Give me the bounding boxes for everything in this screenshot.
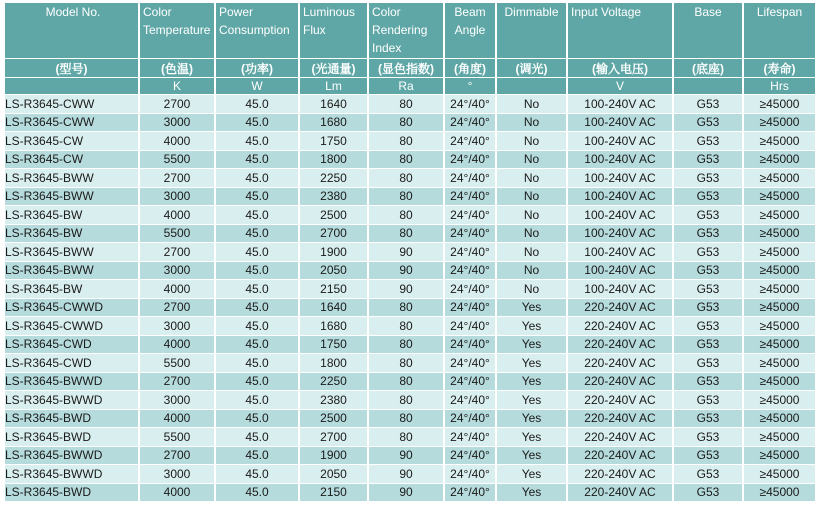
header-color-temperature: Color Temperature <box>140 3 214 58</box>
cell-model: LS-R3645-CWD <box>5 354 138 372</box>
header-power-consumption-unit: W <box>216 78 298 94</box>
cell-base: G53 <box>674 225 742 243</box>
cell-base: G53 <box>674 317 742 335</box>
cell-color-temperature: 5500 <box>140 354 214 372</box>
cell-model: LS-R3645-BWWD <box>5 391 138 409</box>
cell-model: LS-R3645-CWWD <box>5 317 138 335</box>
cell-model: LS-R3645-CW <box>5 151 138 169</box>
table-row <box>5 354 815 372</box>
cell-luminous-flux: 1900 <box>300 243 367 261</box>
cell-dimmable: Yes <box>497 410 566 428</box>
cell-cri: 80 <box>369 391 443 409</box>
cell-luminous-flux: 2150 <box>300 484 367 502</box>
cell-lifespan: ≥45000 <box>744 299 815 317</box>
cell-lifespan: ≥45000 <box>744 354 815 372</box>
cell-luminous-flux: 1800 <box>300 354 367 372</box>
cell-beam-angle: 24°/40° <box>445 151 495 169</box>
cell-dimmable: Yes <box>497 373 566 391</box>
cell-beam-angle: 24°/40° <box>445 114 495 132</box>
cell-beam-angle: 24°/40° <box>445 299 495 317</box>
cell-color-temperature: 2700 <box>140 243 214 261</box>
cell-beam-angle: 24°/40° <box>445 428 495 446</box>
cell-input-voltage: 220-240V AC <box>568 410 672 428</box>
cell-model: LS-R3645-BWWD <box>5 465 138 483</box>
cell-lifespan: ≥45000 <box>744 206 815 224</box>
cell-beam-angle: 24°/40° <box>445 243 495 261</box>
cell-base: G53 <box>674 465 742 483</box>
cell-cri: 80 <box>369 225 443 243</box>
cell-input-voltage: 220-240V AC <box>568 354 672 372</box>
header-luminous-flux: Luminous Flux <box>300 3 367 58</box>
cell-beam-angle: 24°/40° <box>445 391 495 409</box>
cell-beam-angle: 24°/40° <box>445 188 495 206</box>
cell-cri: 90 <box>369 243 443 261</box>
cell-input-voltage: 220-240V AC <box>568 484 672 502</box>
header-beam-angle: Beam Angle <box>445 3 495 58</box>
cell-dimmable: Yes <box>497 391 566 409</box>
cell-cri: 80 <box>369 95 443 113</box>
cell-cri: 80 <box>369 299 443 317</box>
cell-luminous-flux: 1680 <box>300 114 367 132</box>
header-lifespan-cn: (寿命) <box>744 59 815 77</box>
cell-lifespan: ≥45000 <box>744 373 815 391</box>
cell-luminous-flux: 2150 <box>300 280 367 298</box>
cell-lifespan: ≥45000 <box>744 243 815 261</box>
table-row <box>5 465 815 483</box>
cell-cri: 80 <box>369 114 443 132</box>
cell-lifespan: ≥45000 <box>744 225 815 243</box>
cell-input-voltage: 220-240V AC <box>568 465 672 483</box>
cell-lifespan: ≥45000 <box>744 188 815 206</box>
table-row <box>5 317 815 335</box>
cell-lifespan: ≥45000 <box>744 447 815 465</box>
cell-input-voltage: 100-240V AC <box>568 243 672 261</box>
table-row <box>5 299 815 317</box>
cell-beam-angle: 24°/40° <box>445 280 495 298</box>
cell-luminous-flux: 1750 <box>300 132 367 150</box>
cell-dimmable: Yes <box>497 447 566 465</box>
header-dimmable-unit <box>497 78 566 94</box>
header-power-consumption-cn: (功率) <box>216 59 298 77</box>
cell-cri: 80 <box>369 410 443 428</box>
cell-lifespan: ≥45000 <box>744 465 815 483</box>
cell-beam-angle: 24°/40° <box>445 354 495 372</box>
cell-model: LS-R3645-BWW <box>5 188 138 206</box>
cell-luminous-flux: 1640 <box>300 299 367 317</box>
header-model-cn: (型号) <box>5 59 138 77</box>
cell-color-temperature: 2700 <box>140 95 214 113</box>
cell-luminous-flux: 1750 <box>300 336 367 354</box>
cell-dimmable: Yes <box>497 465 566 483</box>
cell-beam-angle: 24°/40° <box>445 225 495 243</box>
cell-cri: 90 <box>369 447 443 465</box>
cell-cri: 90 <box>369 465 443 483</box>
cell-model: LS-R3645-BWD <box>5 484 138 502</box>
cell-color-temperature: 4000 <box>140 410 214 428</box>
cell-color-temperature: 2700 <box>140 373 214 391</box>
cell-power: 45.0 <box>216 225 298 243</box>
cell-color-temperature: 4000 <box>140 132 214 150</box>
cell-dimmable: No <box>497 132 566 150</box>
cell-luminous-flux: 2250 <box>300 169 367 187</box>
cell-dimmable: No <box>497 262 566 280</box>
cell-power: 45.0 <box>216 280 298 298</box>
header-color-temperature-cn: (色温) <box>140 59 214 77</box>
cell-cri: 80 <box>369 373 443 391</box>
cell-power: 45.0 <box>216 447 298 465</box>
header-color-rendering-index: Color Rendering Index <box>369 3 443 58</box>
cell-luminous-flux: 2250 <box>300 373 367 391</box>
cell-base: G53 <box>674 428 742 446</box>
cell-beam-angle: 24°/40° <box>445 262 495 280</box>
cell-input-voltage: 220-240V AC <box>568 317 672 335</box>
cell-beam-angle: 24°/40° <box>445 447 495 465</box>
header-color-rendering-index-cn: (显色指数) <box>369 59 443 77</box>
cell-input-voltage: 100-240V AC <box>568 132 672 150</box>
cell-cri: 80 <box>369 336 443 354</box>
cell-input-voltage: 100-240V AC <box>568 95 672 113</box>
cell-cri: 90 <box>369 484 443 502</box>
table-row <box>5 391 815 409</box>
cell-power: 45.0 <box>216 169 298 187</box>
header-beam-angle-cn: (角度) <box>445 59 495 77</box>
cell-lifespan: ≥45000 <box>744 280 815 298</box>
cell-base: G53 <box>674 336 742 354</box>
header-input-voltage-cn: (输入电压) <box>568 59 672 77</box>
cell-power: 45.0 <box>216 484 298 502</box>
header-lifespan-unit: Hrs <box>744 78 815 94</box>
cell-dimmable: No <box>497 151 566 169</box>
cell-beam-angle: 24°/40° <box>445 132 495 150</box>
cell-input-voltage: 220-240V AC <box>568 428 672 446</box>
header-base: Base <box>674 3 742 58</box>
cell-model: LS-R3645-BWD <box>5 410 138 428</box>
cell-model: LS-R3645-BWW <box>5 243 138 261</box>
cell-model: LS-R3645-BWW <box>5 169 138 187</box>
cell-cri: 80 <box>369 169 443 187</box>
cell-cri: 80 <box>369 317 443 335</box>
cell-cri: 80 <box>369 132 443 150</box>
table-row <box>5 447 815 465</box>
cell-power: 45.0 <box>216 391 298 409</box>
cell-model: LS-R3645-BW <box>5 280 138 298</box>
header-beam-angle-unit: ° <box>445 78 495 94</box>
cell-base: G53 <box>674 280 742 298</box>
header-power-consumption: Power Consumption <box>216 3 298 58</box>
cell-color-temperature: 2700 <box>140 299 214 317</box>
cell-model: LS-R3645-BW <box>5 225 138 243</box>
cell-luminous-flux: 1680 <box>300 317 367 335</box>
cell-dimmable: Yes <box>497 484 566 502</box>
cell-base: G53 <box>674 169 742 187</box>
cell-color-temperature: 4000 <box>140 484 214 502</box>
cell-dimmable: No <box>497 114 566 132</box>
cell-dimmable: No <box>497 206 566 224</box>
cell-input-voltage: 100-240V AC <box>568 169 672 187</box>
cell-dimmable: No <box>497 169 566 187</box>
cell-luminous-flux: 2380 <box>300 188 367 206</box>
cell-dimmable: Yes <box>497 299 566 317</box>
cell-model: LS-R3645-CWWD <box>5 299 138 317</box>
cell-power: 45.0 <box>216 151 298 169</box>
cell-base: G53 <box>674 95 742 113</box>
cell-input-voltage: 220-240V AC <box>568 447 672 465</box>
cell-dimmable: Yes <box>497 317 566 335</box>
cell-power: 45.0 <box>216 373 298 391</box>
cell-beam-angle: 24°/40° <box>445 373 495 391</box>
header-row-names <box>5 3 815 58</box>
cell-luminous-flux: 2500 <box>300 410 367 428</box>
cell-base: G53 <box>674 262 742 280</box>
cell-lifespan: ≥45000 <box>744 169 815 187</box>
cell-base: G53 <box>674 484 742 502</box>
cell-lifespan: ≥45000 <box>744 132 815 150</box>
cell-model: LS-R3645-CW <box>5 132 138 150</box>
table-row <box>5 373 815 391</box>
cell-power: 45.0 <box>216 465 298 483</box>
cell-power: 45.0 <box>216 336 298 354</box>
cell-power: 45.0 <box>216 299 298 317</box>
cell-dimmable: No <box>497 243 566 261</box>
cell-color-temperature: 3000 <box>140 391 214 409</box>
cell-dimmable: No <box>497 95 566 113</box>
cell-color-temperature: 4000 <box>140 336 214 354</box>
cell-base: G53 <box>674 188 742 206</box>
table-row <box>5 225 815 243</box>
cell-dimmable: No <box>497 188 566 206</box>
cell-base: G53 <box>674 410 742 428</box>
cell-beam-angle: 24°/40° <box>445 317 495 335</box>
cell-dimmable: Yes <box>497 354 566 372</box>
cell-lifespan: ≥45000 <box>744 428 815 446</box>
cell-luminous-flux: 2500 <box>300 206 367 224</box>
cell-dimmable: Yes <box>497 428 566 446</box>
table-row <box>5 114 815 132</box>
cell-luminous-flux: 2700 <box>300 428 367 446</box>
cell-base: G53 <box>674 243 742 261</box>
cell-base: G53 <box>674 447 742 465</box>
header-row-chinese <box>5 59 815 77</box>
cell-color-temperature: 2700 <box>140 447 214 465</box>
cell-lifespan: ≥45000 <box>744 317 815 335</box>
table-row <box>5 410 815 428</box>
cell-model: LS-R3645-BWD <box>5 428 138 446</box>
cell-model: LS-R3645-CWW <box>5 95 138 113</box>
cell-power: 45.0 <box>216 428 298 446</box>
cell-input-voltage: 100-240V AC <box>568 114 672 132</box>
cell-base: G53 <box>674 299 742 317</box>
cell-color-temperature: 4000 <box>140 206 214 224</box>
cell-lifespan: ≥45000 <box>744 262 815 280</box>
cell-power: 45.0 <box>216 95 298 113</box>
cell-luminous-flux: 2380 <box>300 391 367 409</box>
cell-cri: 80 <box>369 206 443 224</box>
cell-model: LS-R3645-BWWD <box>5 447 138 465</box>
table-row <box>5 428 815 446</box>
cell-model: LS-R3645-CWD <box>5 336 138 354</box>
cell-base: G53 <box>674 373 742 391</box>
cell-power: 45.0 <box>216 132 298 150</box>
cell-luminous-flux: 1900 <box>300 447 367 465</box>
cell-luminous-flux: 1640 <box>300 95 367 113</box>
cell-color-temperature: 3000 <box>140 188 214 206</box>
cell-lifespan: ≥45000 <box>744 95 815 113</box>
cell-color-temperature: 3000 <box>140 317 214 335</box>
cell-base: G53 <box>674 132 742 150</box>
cell-lifespan: ≥45000 <box>744 151 815 169</box>
header-input-voltage-unit: V <box>568 78 672 94</box>
header-dimmable: Dimmable <box>497 3 566 58</box>
cell-base: G53 <box>674 391 742 409</box>
header-row-units <box>5 78 815 94</box>
header-lifespan: Lifespan <box>744 3 815 58</box>
cell-cri: 90 <box>369 280 443 298</box>
cell-input-voltage: 100-240V AC <box>568 225 672 243</box>
cell-beam-angle: 24°/40° <box>445 206 495 224</box>
cell-luminous-flux: 1800 <box>300 151 367 169</box>
table-row <box>5 336 815 354</box>
table-row <box>5 206 815 224</box>
cell-lifespan: ≥45000 <box>744 336 815 354</box>
table-row <box>5 280 815 298</box>
header-color-temperature-unit: K <box>140 78 214 94</box>
cell-color-temperature: 5500 <box>140 428 214 446</box>
cell-lifespan: ≥45000 <box>744 484 815 502</box>
table-row <box>5 169 815 187</box>
cell-cri: 80 <box>369 151 443 169</box>
cell-color-temperature: 2700 <box>140 169 214 187</box>
cell-model: LS-R3645-BWW <box>5 262 138 280</box>
header-luminous-flux-cn: (光通量) <box>300 59 367 77</box>
cell-power: 45.0 <box>216 354 298 372</box>
header-model-unit <box>5 78 138 94</box>
cell-beam-angle: 24°/40° <box>445 465 495 483</box>
cell-color-temperature: 5500 <box>140 151 214 169</box>
table-row <box>5 243 815 261</box>
cell-base: G53 <box>674 151 742 169</box>
header-base-cn: (底座) <box>674 59 742 77</box>
cell-model: LS-R3645-CWW <box>5 114 138 132</box>
cell-dimmable: No <box>497 280 566 298</box>
cell-color-temperature: 3000 <box>140 262 214 280</box>
table-row <box>5 262 815 280</box>
cell-input-voltage: 100-240V AC <box>568 280 672 298</box>
cell-input-voltage: 100-240V AC <box>568 206 672 224</box>
cell-color-temperature: 4000 <box>140 280 214 298</box>
cell-input-voltage: 220-240V AC <box>568 299 672 317</box>
cell-cri: 80 <box>369 188 443 206</box>
cell-power: 45.0 <box>216 114 298 132</box>
cell-beam-angle: 24°/40° <box>445 169 495 187</box>
cell-power: 45.0 <box>216 262 298 280</box>
cell-color-temperature: 5500 <box>140 225 214 243</box>
cell-cri: 90 <box>369 262 443 280</box>
cell-input-voltage: 100-240V AC <box>568 262 672 280</box>
header-model: Model No. <box>5 3 138 58</box>
cell-color-temperature: 3000 <box>140 114 214 132</box>
cell-beam-angle: 24°/40° <box>445 484 495 502</box>
cell-luminous-flux: 2050 <box>300 465 367 483</box>
cell-cri: 80 <box>369 428 443 446</box>
header-luminous-flux-unit: Lm <box>300 78 367 94</box>
cell-model: LS-R3645-BW <box>5 206 138 224</box>
cell-luminous-flux: 2700 <box>300 225 367 243</box>
header-color-rendering-index-unit: Ra <box>369 78 443 94</box>
table-row <box>5 188 815 206</box>
cell-input-voltage: 220-240V AC <box>568 391 672 409</box>
table-row <box>5 132 815 150</box>
cell-model: LS-R3645-BWWD <box>5 373 138 391</box>
cell-input-voltage: 100-240V AC <box>568 151 672 169</box>
cell-color-temperature: 3000 <box>140 465 214 483</box>
header-input-voltage: Input Voltage <box>568 3 672 58</box>
cell-beam-angle: 24°/40° <box>445 410 495 428</box>
table-row <box>5 484 815 502</box>
cell-power: 45.0 <box>216 206 298 224</box>
header-base-unit <box>674 78 742 94</box>
cell-input-voltage: 100-240V AC <box>568 188 672 206</box>
cell-cri: 80 <box>369 354 443 372</box>
cell-beam-angle: 24°/40° <box>445 336 495 354</box>
cell-power: 45.0 <box>216 410 298 428</box>
cell-luminous-flux: 2050 <box>300 262 367 280</box>
cell-lifespan: ≥45000 <box>744 410 815 428</box>
table-row <box>5 95 815 113</box>
cell-power: 45.0 <box>216 317 298 335</box>
cell-base: G53 <box>674 354 742 372</box>
cell-beam-angle: 24°/40° <box>445 95 495 113</box>
cell-lifespan: ≥45000 <box>744 391 815 409</box>
cell-input-voltage: 220-240V AC <box>568 373 672 391</box>
cell-power: 45.0 <box>216 188 298 206</box>
cell-dimmable: Yes <box>497 336 566 354</box>
cell-base: G53 <box>674 206 742 224</box>
cell-power: 45.0 <box>216 243 298 261</box>
cell-input-voltage: 220-240V AC <box>568 336 672 354</box>
cell-dimmable: No <box>497 225 566 243</box>
table-body <box>5 95 815 501</box>
cell-lifespan: ≥45000 <box>744 114 815 132</box>
cell-base: G53 <box>674 114 742 132</box>
header-dimmable-cn: (调光) <box>497 59 566 77</box>
spec-table <box>3 2 817 502</box>
table-row <box>5 151 815 169</box>
